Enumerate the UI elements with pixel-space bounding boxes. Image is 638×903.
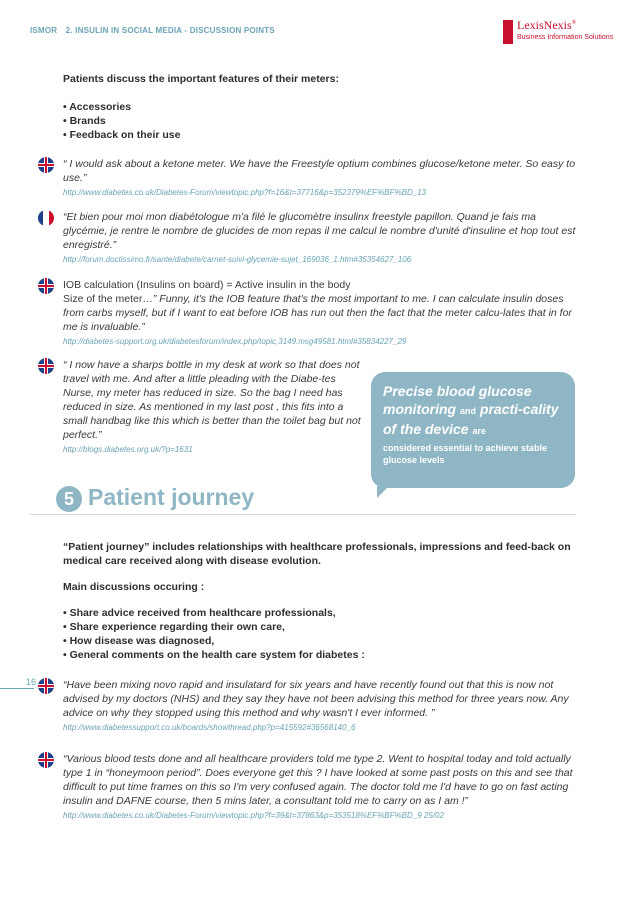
- callout-text-c: considered essential to achieve stable glucose levels: [383, 443, 548, 465]
- bullet-item: • Share experience regarding their own care,: [63, 621, 285, 633]
- callout-are: are: [472, 426, 486, 436]
- source-link[interactable]: http://blogs.diabetes.org.uk/?p=1631: [63, 445, 193, 454]
- logo-mark-icon: [503, 20, 513, 44]
- quote-block: [63, 278, 578, 348]
- france-flag-icon: [38, 210, 54, 226]
- bullet-item: • How disease was diagnosed,: [63, 635, 215, 647]
- quote-block: [63, 157, 578, 199]
- meter-size-label: Size of the meter…: [63, 293, 153, 305]
- source-link[interactable]: http://diabetes-support.org.uk/diabetesforum/index.php/topic,3149.msg49581.html#35834227_29: [63, 337, 407, 346]
- iob-definition: IOB calculation (Insulins on board) = Active insulin in the body: [63, 279, 351, 291]
- source-link[interactable]: http://www.diabetes.co.uk/Diabetes-Forum/viewtopic.php?f=39&t=37863&p=353518%EF%BF%BD_9: [63, 811, 422, 820]
- quote-block: [63, 678, 578, 734]
- source-link[interactable]: http://www.diabetessupport.co.uk/boards/showthread.php?p=415592#36568140_6: [63, 723, 356, 732]
- callout-bubble: [371, 372, 575, 488]
- uk-flag-icon: [38, 752, 54, 768]
- uk-flag-icon: [38, 157, 54, 173]
- meters-intro: [63, 72, 578, 142]
- quote-text: “Various blood tests done and all healthcare providers told me type 2. Went to hospital today and told actually type 1 in “honeymoon period”. Does everyone get this ? I have looked at some past posts on this and see that difficult to put time frames on this so I'm very confused again. The doctor told me I'd have to go on fast acting insulin and DAFNE course, then 5 mins later, a consultant told me to carry on as I am !”: [63, 753, 573, 807]
- quote-text: “ I now have a sharps bottle in my desk at work so that does not travel with me. And after a little pleading with the Diabe-tes Nurse, my meter has reduced in size. So the bag I need has reduced in size. As mentioned in my last post , this fits into a small handbag like this which is better than the toilet bag but not perfect.”: [63, 359, 361, 441]
- quote-text: ” Funny, it's the IOB feature that's the most important to me. I can calculate insulin doses from carbs myself, but if I want to eat before IOB has run out then the fact that the meter calcu-lates that in for me is invaluable.”: [63, 293, 572, 333]
- header-tag: ISMOR: [30, 26, 58, 35]
- post-date: 25/02: [423, 811, 444, 820]
- journey-intro: [63, 540, 578, 662]
- page-number-rule: [0, 688, 34, 689]
- quote-block: [63, 210, 578, 266]
- uk-flag-icon: [38, 358, 54, 374]
- bullet-item: • Share advice received from healthcare professionals,: [63, 607, 336, 619]
- quote-text: “ I would ask about a ketone meter. We have the Freestyle optium combines glucose/ketone meter. So easy to use.”: [63, 158, 576, 184]
- logo-subtitle: Business Information Solutions: [517, 34, 614, 41]
- section-number: 5: [56, 486, 82, 512]
- callout-and: and: [460, 406, 477, 416]
- lexisnexis-logo: [503, 18, 623, 46]
- meters-heading: Patients discuss the important features of their meters:: [63, 73, 339, 85]
- uk-flag-icon: [38, 678, 54, 694]
- header-section-title: 2. INSULIN IN SOCIAL MEDIA - DISCUSSION POINTS: [65, 26, 275, 35]
- journey-intro-text: “Patient journey” includes relationships with healthcare professionals, impressions and feed-back on medical care received along with disease evolution.: [63, 541, 571, 567]
- bullet-item: • Feedback on their use: [63, 129, 181, 141]
- callout-text-a: Precise blood glucose monitoring: [383, 383, 532, 417]
- running-header: [30, 26, 275, 35]
- quote-text: “Have been mixing novo rapid and insulatard for six years and have recently found out that this is now not advised by my doctors (NHS) and they say they have not been advising this method for three years now. Any advice on why they stopped using this method and why wasn't I ever informed. ”: [63, 679, 569, 719]
- section-title: Patient journey: [88, 484, 255, 510]
- quote-block: [63, 752, 578, 822]
- logo-brand: LexisNexis: [517, 18, 572, 32]
- section-divider: [30, 514, 576, 515]
- bullet-item: • Brands: [63, 115, 106, 127]
- bullet-item: • Accessories: [63, 101, 132, 113]
- source-link[interactable]: http://www.diabetes.co.uk/Diabetes-Forum/viewtopic.php?f=16&t=37716&p=352379%EF%BF%BD_13: [63, 188, 427, 197]
- quote-block: [63, 358, 363, 456]
- uk-flag-icon: [38, 278, 54, 294]
- page-number: 16: [26, 677, 37, 687]
- logo-registered: ®: [571, 20, 577, 26]
- source-link[interactable]: http://forum.doctissimo.fr/sante/diabete/carnet-suivi-glycemie-sujet_169036_1.htm#35354627_106: [63, 255, 412, 264]
- callout-text-b: practi-cality of the device: [383, 401, 559, 437]
- bullet-item: • General comments on the health care system for diabetes :: [63, 649, 365, 661]
- main-discussions-heading: Main discussions occuring :: [63, 581, 205, 593]
- quote-text: “Et bien pour moi mon diabétologue m'a filé le glucomètre insulinx freestyle papillon. Quand je fais ma glycémie, je rentre le nombre de glucides de mon repas il me calcul le nombre d'unité d'insuline et hop tout est enregistré.”: [63, 211, 576, 251]
